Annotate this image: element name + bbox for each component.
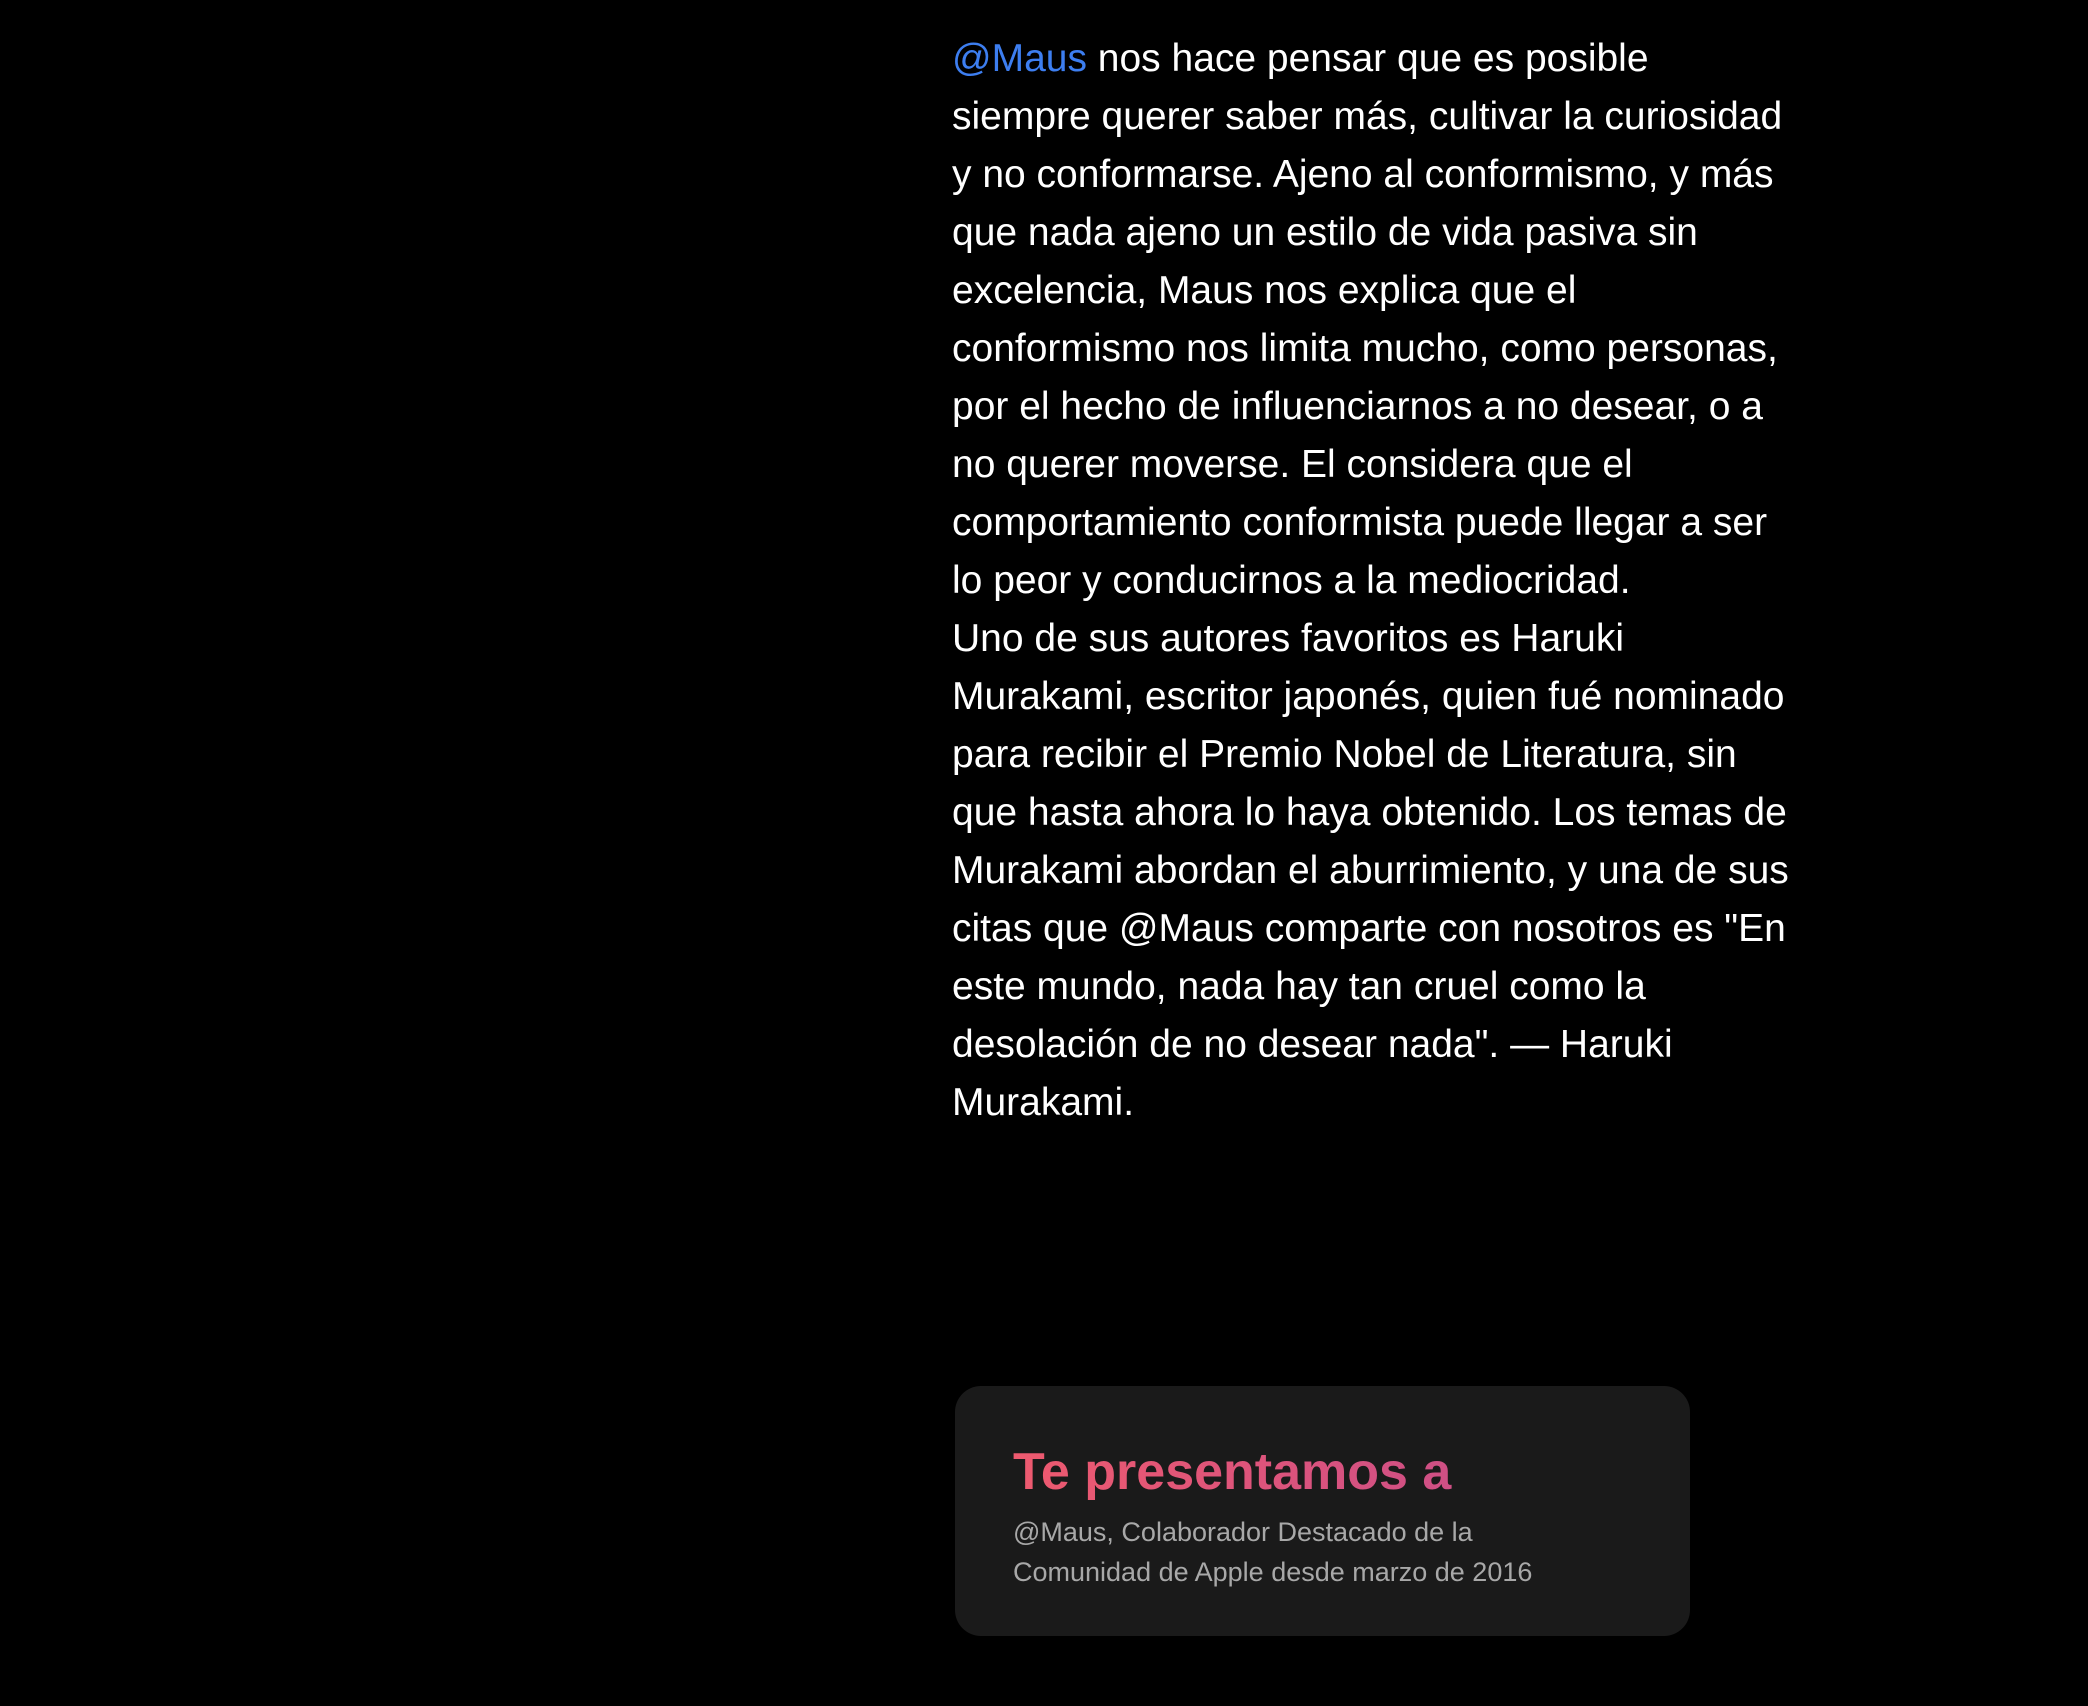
user-mention-link[interactable]: @Maus [952, 37, 1087, 80]
article-paragraph-2: Uno de sus autores favoritos es Haruki Murakami, escritor japonés, quien fué nominado para recibir el Premio Nobel de Literatura, sin que hasta ahora lo haya obtenido. Los temas de Murakami abordan el aburrimiento, y una de sus citas que @Maus comparte con nosotros es "En este mundo, nada hay tan cruel como la desolación de no desear nada". — Haruki Murakami. [952, 617, 1789, 1124]
article-paragraph-1 [952, 30, 1792, 610]
article-body [952, 30, 1792, 1132]
card-title: Te presentamos a [1013, 1440, 1632, 1504]
featured-contributor-card[interactable] [955, 1386, 1690, 1636]
paragraph-1-text: nos hace pensar que es posible siempre querer saber más, cultivar la curiosidad y no conformarse. Ajeno al conformismo, y más que nada ajeno un estilo de vida pasiva sin excelencia, Maus nos explica que el conformismo nos limita mucho, como personas, por el hecho de influenciarnos a no desear, o a no querer moverse. El considera que el comportamiento conformista puede llegar a ser lo peor y conducirnos a la mediocridad. [952, 37, 1783, 602]
card-subtitle: @Maus, Colaborador Destacado de la Comunidad de Apple desde marzo de 2016 [1013, 1517, 1533, 1587]
